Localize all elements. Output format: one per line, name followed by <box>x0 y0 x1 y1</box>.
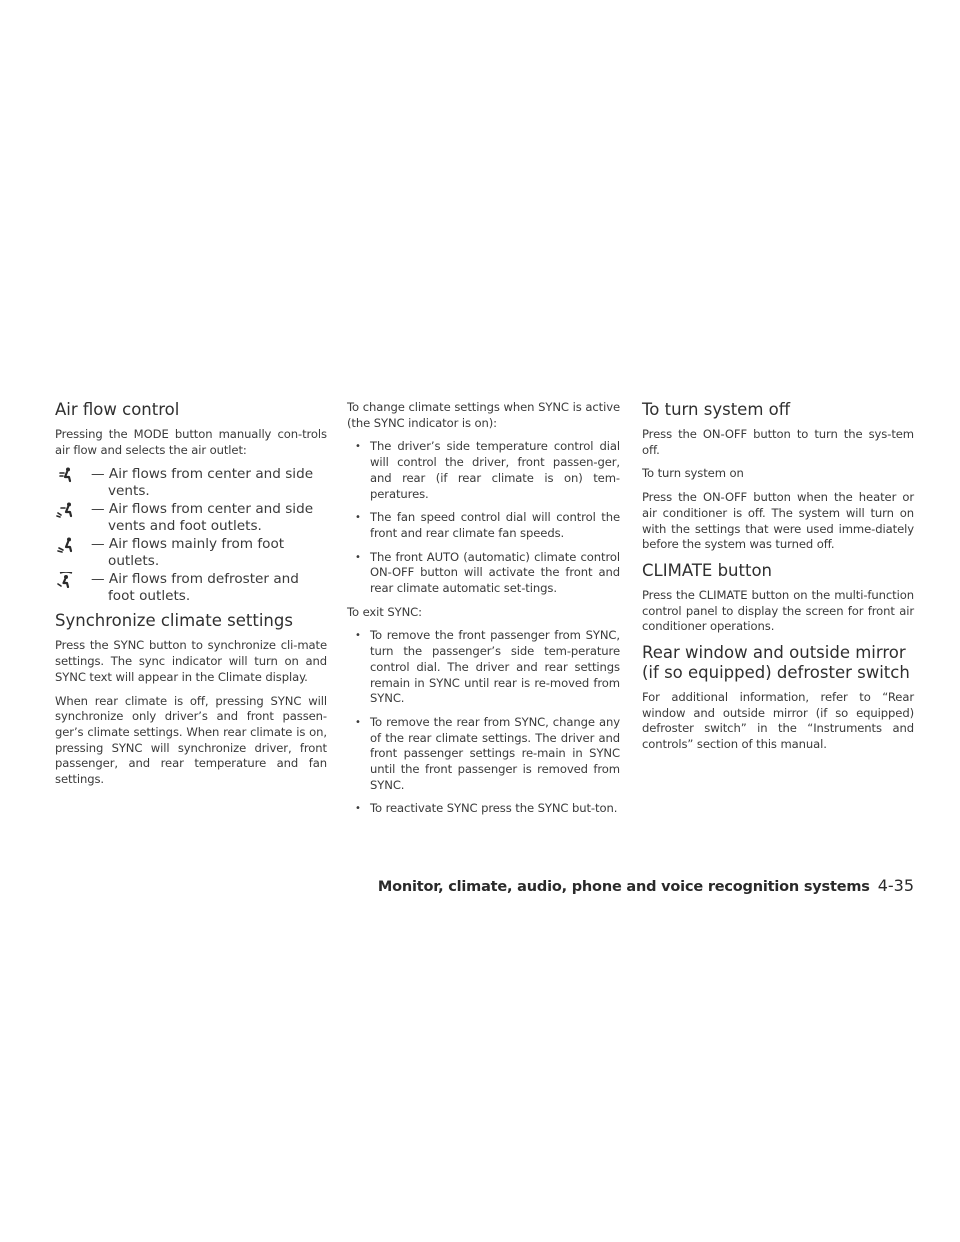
turn-off-heading: To turn system off <box>642 400 791 419</box>
airflow-item <box>55 501 327 534</box>
defrost-foot-airflow-icon <box>55 572 77 588</box>
airflow-item <box>55 466 327 499</box>
airflow-item-text: — Air flows mainly from foot outlets. <box>91 536 285 569</box>
page-footer <box>378 876 914 895</box>
list-item: • The driver’s side temperature control dial will control the driver, front passen-ger, and rear (if rear climate is on) tem-peratures. <box>347 439 620 502</box>
airflow-heading: Air flow control <box>55 400 180 419</box>
sync-paragraph-1: Press the SYNC button to synchronize cli-mate settings. The sync indicator will turn on and SYNC text will appear in the Climate display. <box>55 638 327 684</box>
list-item: • To remove the rear from SYNC, change any of the rear climate settings. The driver and front passenger settings re-main in SYNC until the front passenger is removed from SYNC. <box>347 715 620 794</box>
list-item: • The front AUTO (automatic) climate control ON-OFF button will activate the front and rear climate automatic set-tings. <box>347 550 620 597</box>
airflow-item-text: — Air flows from defroster and foot outlets. <box>91 571 299 604</box>
defroster-paragraph: For additional information, refer to “Rear window and outside mirror (if so equipped) defroster switch” in the “Instruments and controls” section of this manual. <box>642 690 914 752</box>
exit-sync-intro: To exit SYNC: <box>347 604 422 619</box>
airflow-list <box>55 466 327 604</box>
vent-foot-airflow-icon <box>55 502 77 518</box>
defroster-heading-line-2: (if so equipped) defroster switch <box>642 663 910 683</box>
change-settings-list <box>347 439 620 596</box>
foot-airflow-icon <box>55 537 77 553</box>
section-title: Monitor, climate, audio, phone and voice recognition systems <box>377 879 870 895</box>
list-item: • To reactivate SYNC press the SYNC but-ton. <box>347 801 620 817</box>
turn-on-paragraph: Press the ON-OFF button when the heater or air conditioner is off. The system will turn on with the settings that were used imme-diately before the system was turned off. <box>642 490 914 552</box>
airflow-intro: Pressing the MODE button manually con-trols air flow and selects the air outlet: <box>55 427 327 457</box>
defroster-heading <box>642 643 914 683</box>
exit-sync-list <box>347 628 620 817</box>
change-settings-intro: To change climate settings when SYNC is active (the SYNC indicator is on): <box>347 400 620 430</box>
climate-button-paragraph: Press the CLIMATE button on the multi-function control panel to display the screen for front air conditioner operations. <box>642 587 914 634</box>
airflow-item <box>55 536 327 569</box>
list-item: • To remove the front passenger from SYNC, turn the passenger’s side tem-perature control dial. The driver and rear settings remain in SYNC until rear is re-moved from SYNC. <box>347 628 620 707</box>
right-column <box>642 400 914 761</box>
climate-button-heading: CLIMATE button <box>642 560 772 580</box>
turn-off-paragraph: Press the ON-OFF button to turn the sys-tem off. <box>642 427 914 457</box>
sync-heading: Synchronize climate settings <box>55 611 293 631</box>
sync-paragraph-2: When rear climate is off, pressing SYNC will synchronize only driver’s and front passen-ger’s climate settings. When rear climate is on, pressing SYNC will synchronize driver, front passenger, and rear temperature and fan settings. <box>55 693 327 787</box>
airflow-item <box>55 571 327 604</box>
vent-airflow-icon <box>55 467 77 483</box>
left-column <box>55 400 327 796</box>
turn-on-label: To turn system on <box>642 466 744 481</box>
defroster-heading-line-1: Rear window and outside mirror <box>642 643 906 663</box>
airflow-item-text: — Air flows from center and side vents. <box>91 466 314 499</box>
airflow-item-text: — Air flows from center and side vents and foot outlets. <box>91 501 314 534</box>
page-number: 4-35 <box>877 876 914 895</box>
middle-column <box>347 400 620 825</box>
list-item: • The fan speed control dial will control the front and rear climate fan speeds. <box>347 510 620 541</box>
